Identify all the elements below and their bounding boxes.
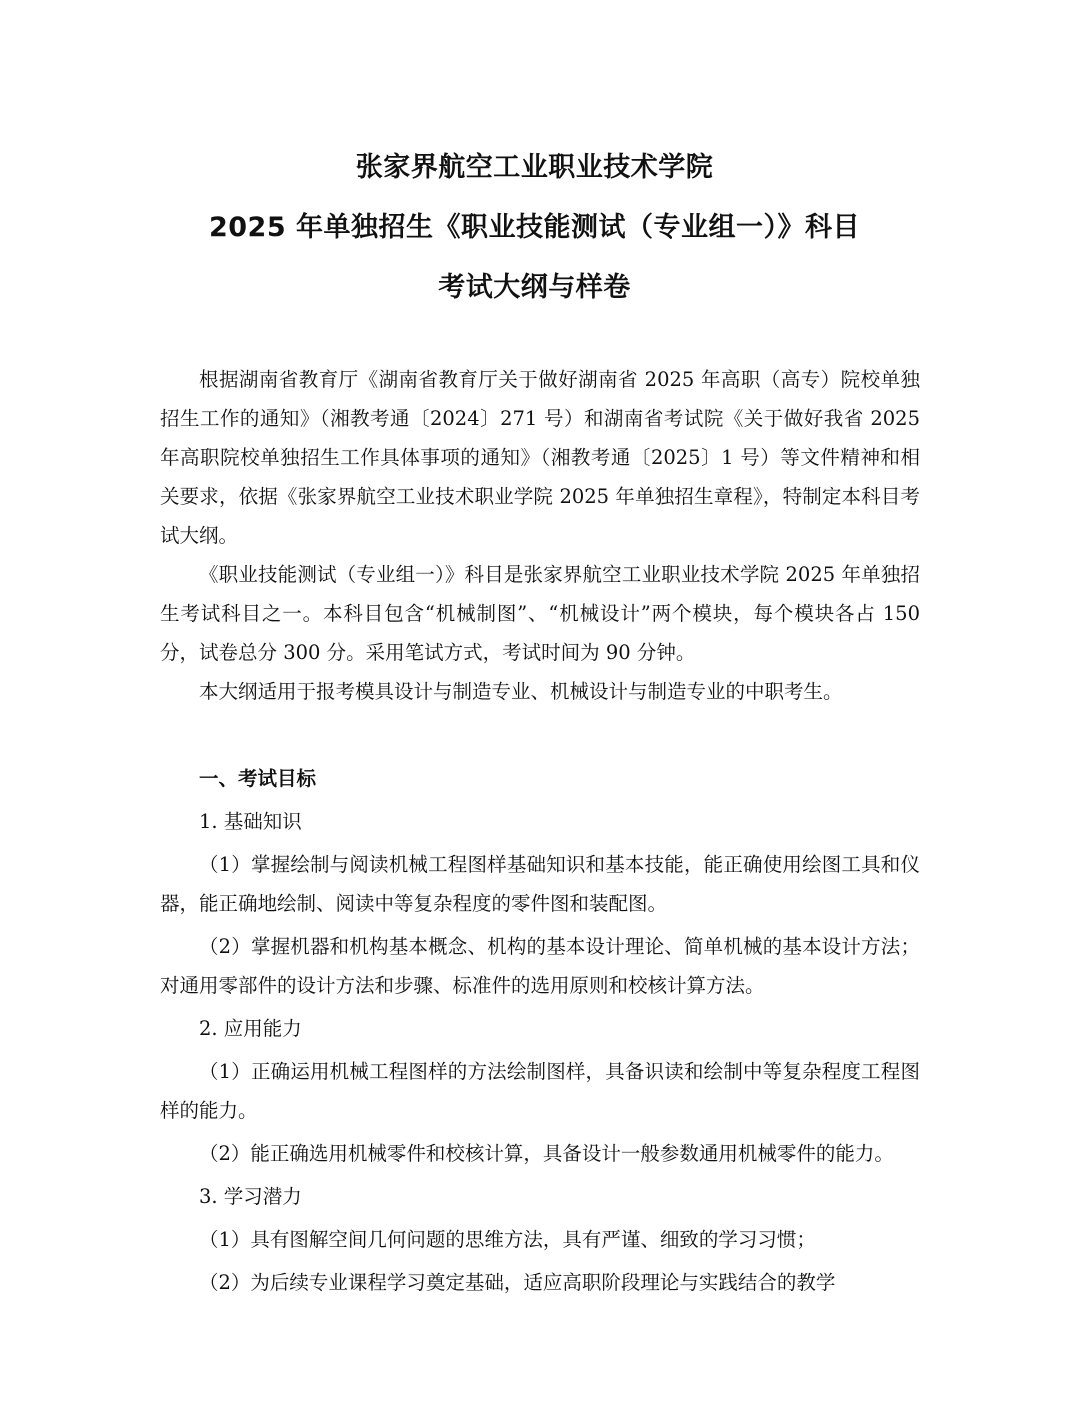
sub-heading-application-ability: 2. 应用能力 — [199, 1017, 302, 1040]
title-line-subject: 2025 年单独招生《职业技能测试（专业组一）》科目 — [208, 212, 861, 243]
list-item: （2）能正确选用机械零件和校核计算，具备设计一般参数通用机械零件的能力。 — [199, 1142, 894, 1165]
document-title — [0, 138, 1069, 318]
sub-heading-basic-knowledge: 1. 基础知识 — [199, 810, 302, 833]
list-item: （2）为后续专业课程学习奠定基础，适应高职阶段理论与实践结合的教学 — [199, 1271, 836, 1294]
list-item: （1）正确运用机械工程图样的方法绘制图样，具备识读和绘制中等复杂程度工程图样的能力。 — [160, 1060, 920, 1122]
list-item: （1）具有图解空间几何问题的思维方法，具有严谨、细致的学习习惯； — [199, 1228, 816, 1251]
section-heading-exam-objectives: 一、考试目标 — [199, 767, 317, 790]
intro-paragraph-subject: 《职业技能测试（专业组一）》科目是张家界航空工业职业技术学院 2025 年单独招生考试科目之一。本科目包含“机械制图”、“机械设计”两个模块，每个模块各占 150 分，试卷总分 300 分。采用笔试方式，考试时间为 90 分钟。 — [160, 563, 920, 664]
document-body — [160, 360, 920, 1302]
list-item: （2）掌握机器和机构基本概念、机构的基本设计理论、简单机械的基本设计方法；对通用零部件的设计方法和步骤、标准件的选用原则和校核计算方法。 — [160, 935, 920, 997]
intro-paragraph-basis: 根据湖南省教育厅《湖南省教育厅关于做好湖南省 2025 年高职（高专）院校单独招生工作的通知》（湘教考通〔2024〕271 号）和湖南省考试院《关于做好我省 2025 年高职院校单独招生工作具体事项的通知》（湘教考通〔2025〕1 号）等文件精神和相关要求，依据《张家界航空工业技术职业学院 2025 年单独招生章程》，特制定本科目考试大纲。 — [160, 368, 920, 547]
title-line-institution: 张家界航空工业职业技术学院 — [355, 152, 714, 183]
title-line-syllabus: 考试大纲与样卷 — [438, 272, 631, 303]
sub-heading-learning-potential: 3. 学习潜力 — [199, 1185, 302, 1208]
list-item: （1）掌握绘制与阅读机械工程图样基础知识和基本技能，能正确使用绘图工具和仪器，能正确地绘制、阅读中等复杂程度的零件图和装配图。 — [160, 853, 920, 915]
intro-paragraph-scope: 本大纲适用于报考模具设计与制造专业、机械设计与制造专业的中职考生。 — [199, 680, 843, 703]
